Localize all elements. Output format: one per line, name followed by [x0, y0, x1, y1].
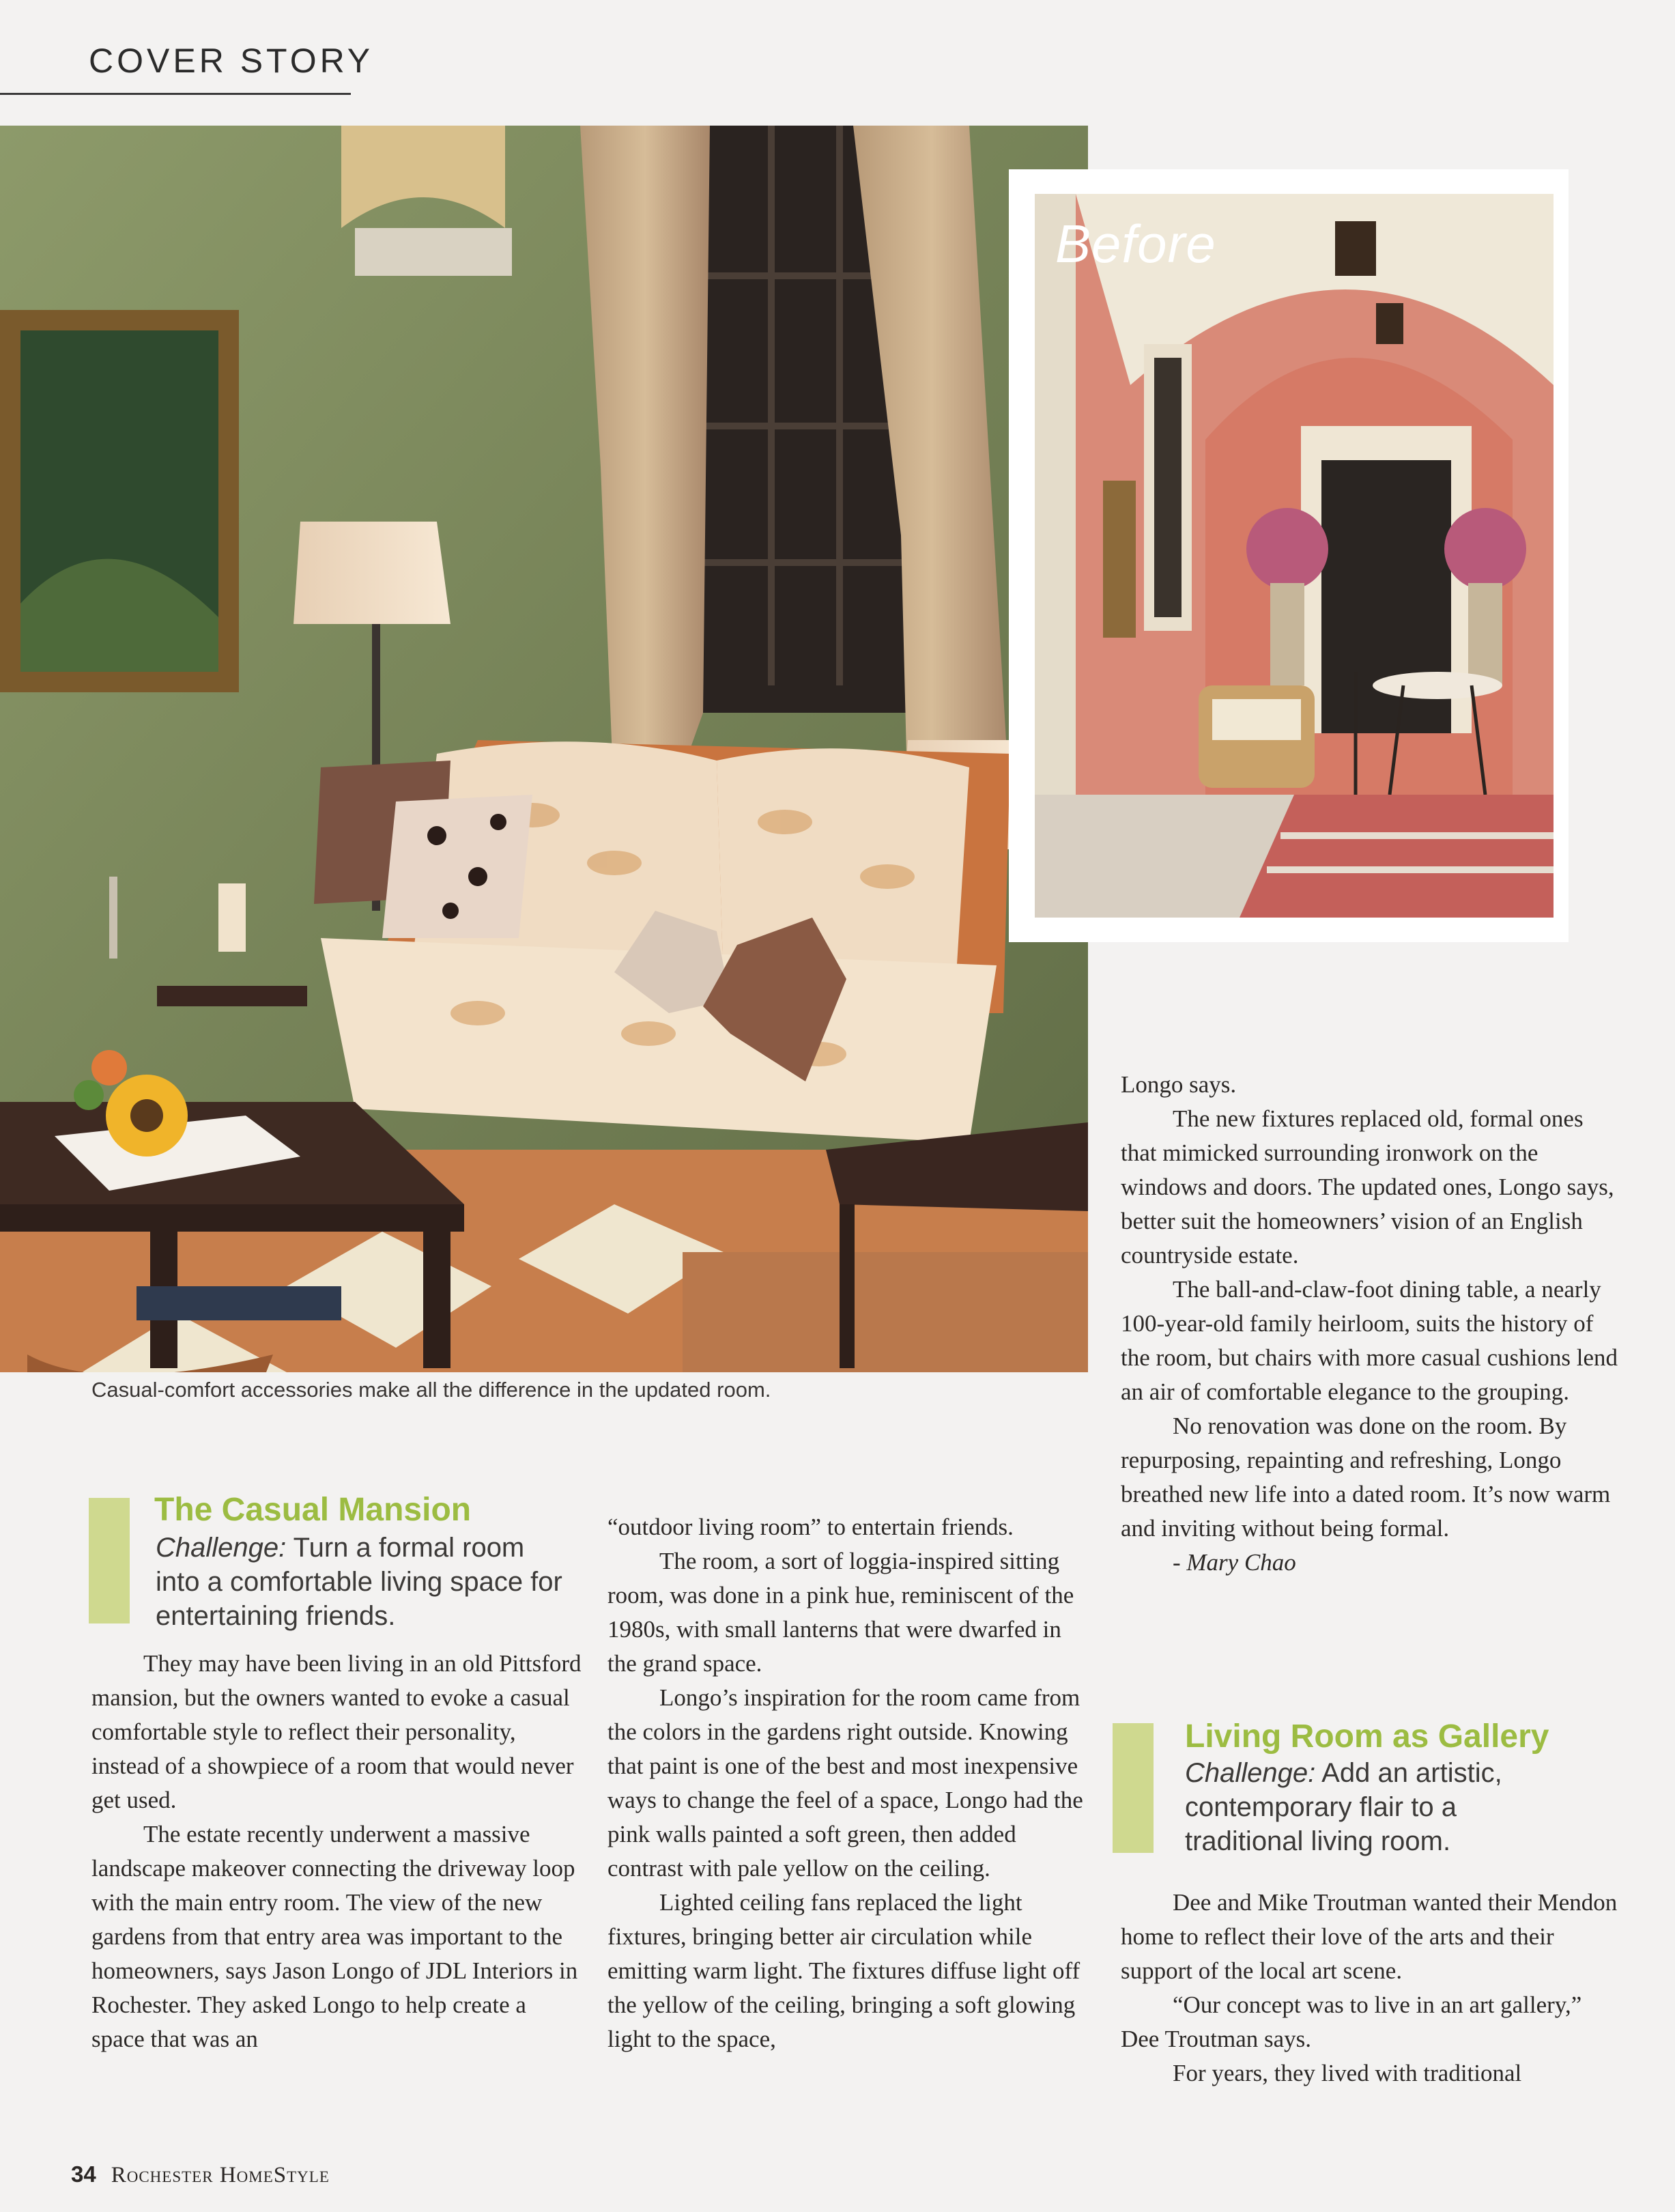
article-column-3 — [1121, 1068, 1619, 1580]
article-title: The Casual Mansion — [154, 1492, 472, 1528]
heading-accent-bar — [1113, 1723, 1154, 1853]
paragraph: The estate recently underwent a massive landscape makeover connecting the driveway loop with the main entry room. The view of the new gardens from that entry area was important to the homeowners, says Jason Longo of JDL Interiors in Rochester. They asked Longo to help create a space that was an — [91, 1821, 578, 2052]
page-number: 34 — [71, 2161, 96, 2187]
paragraph: “Our concept was to live in an art gallery,” Dee Troutman says. — [1121, 1991, 1582, 2052]
section-rule — [0, 93, 351, 95]
heading-accent-bar — [89, 1498, 130, 1623]
paragraph: Lighted ceiling fans replaced the light fixtures, bringing better air circulation while emitting warm light. The fixtures diffuse light off the yellow of the ceiling, bringing a soft glowing light to the space, — [607, 1889, 1080, 2052]
article-challenge — [1185, 1756, 1581, 1858]
paragraph: No renovation was done on the room. By repurposing, repainting and refreshing, Longo breathed new life into a dated room. It’s now warm and inviting without being formal. — [1121, 1413, 1611, 1542]
paragraph: The ball-and-claw-foot dining table, a nearly 100-year-old family heirloom, suits the history of the room, but chairs with more casual cushions lend an air of comfortable elegance to the grouping. — [1121, 1276, 1618, 1405]
challenge-label: Challenge: — [156, 1533, 287, 1563]
paragraph-continued: “outdoor living room” to entertain friends. — [607, 1514, 1014, 1540]
paragraph: They may have been living in an old Pittsford mansion, but the owners wanted to evoke a casual comfortable style to reflect their personality, instead of a showpiece of a room that would never get used. — [91, 1650, 582, 1813]
magazine-name: Rochester HomeStyle — [111, 2163, 330, 2187]
article-title: Living Room as Gallery — [1185, 1718, 1549, 1755]
article-column-1 — [91, 1647, 583, 2056]
article-challenge — [156, 1531, 565, 1633]
byline: - Mary Chao — [1173, 1549, 1296, 1576]
main-photo — [0, 126, 1088, 1372]
before-label: Before — [1055, 214, 1216, 274]
main-photo-caption: Casual-comfort accessories make all the difference in the updated room. — [91, 1378, 771, 1402]
paragraph-continued: Longo says. — [1121, 1071, 1237, 1098]
paragraph: Dee and Mike Troutman wanted their Mendon home to reflect their love of the arts and their support of the local art scene. — [1121, 1889, 1618, 1984]
before-photo — [1035, 194, 1554, 918]
paragraph: For years, they lived with traditional — [1173, 2060, 1522, 2086]
page-footer — [71, 2161, 330, 2188]
challenge-label: Challenge: — [1185, 1758, 1316, 1788]
paragraph: Longo’s inspiration for the room came from the colors in the gardens right outside. Knowing that paint is one of the best and most inexpensive ways to change the feel of a space, Longo had the pink walls painted a soft green, then added contrast with pale yellow on the ceiling. — [607, 1684, 1083, 1882]
challenge-text: Turn a formal room into a comfortable living space for entertaining friends. — [156, 1533, 562, 1631]
challenge-text: Add an artistic, contemporary flair to a traditional living room. — [1185, 1758, 1502, 1856]
paragraph: The new fixtures replaced old, formal ones that mimicked surrounding ironwork on the windows and doors. The updated ones, Longo says, better suit the homeowners’ vision of an English countryside estate. — [1121, 1105, 1614, 1268]
paragraph: The room, a sort of loggia-inspired sitting room, was done in a pink hue, reminiscent of the 1980s, with small lanterns that were dwarfed in the grand space. — [607, 1548, 1074, 1677]
article-column-2 — [607, 1510, 1085, 2056]
article-2-body — [1121, 1886, 1619, 2090]
section-label: COVER STORY — [89, 42, 374, 80]
